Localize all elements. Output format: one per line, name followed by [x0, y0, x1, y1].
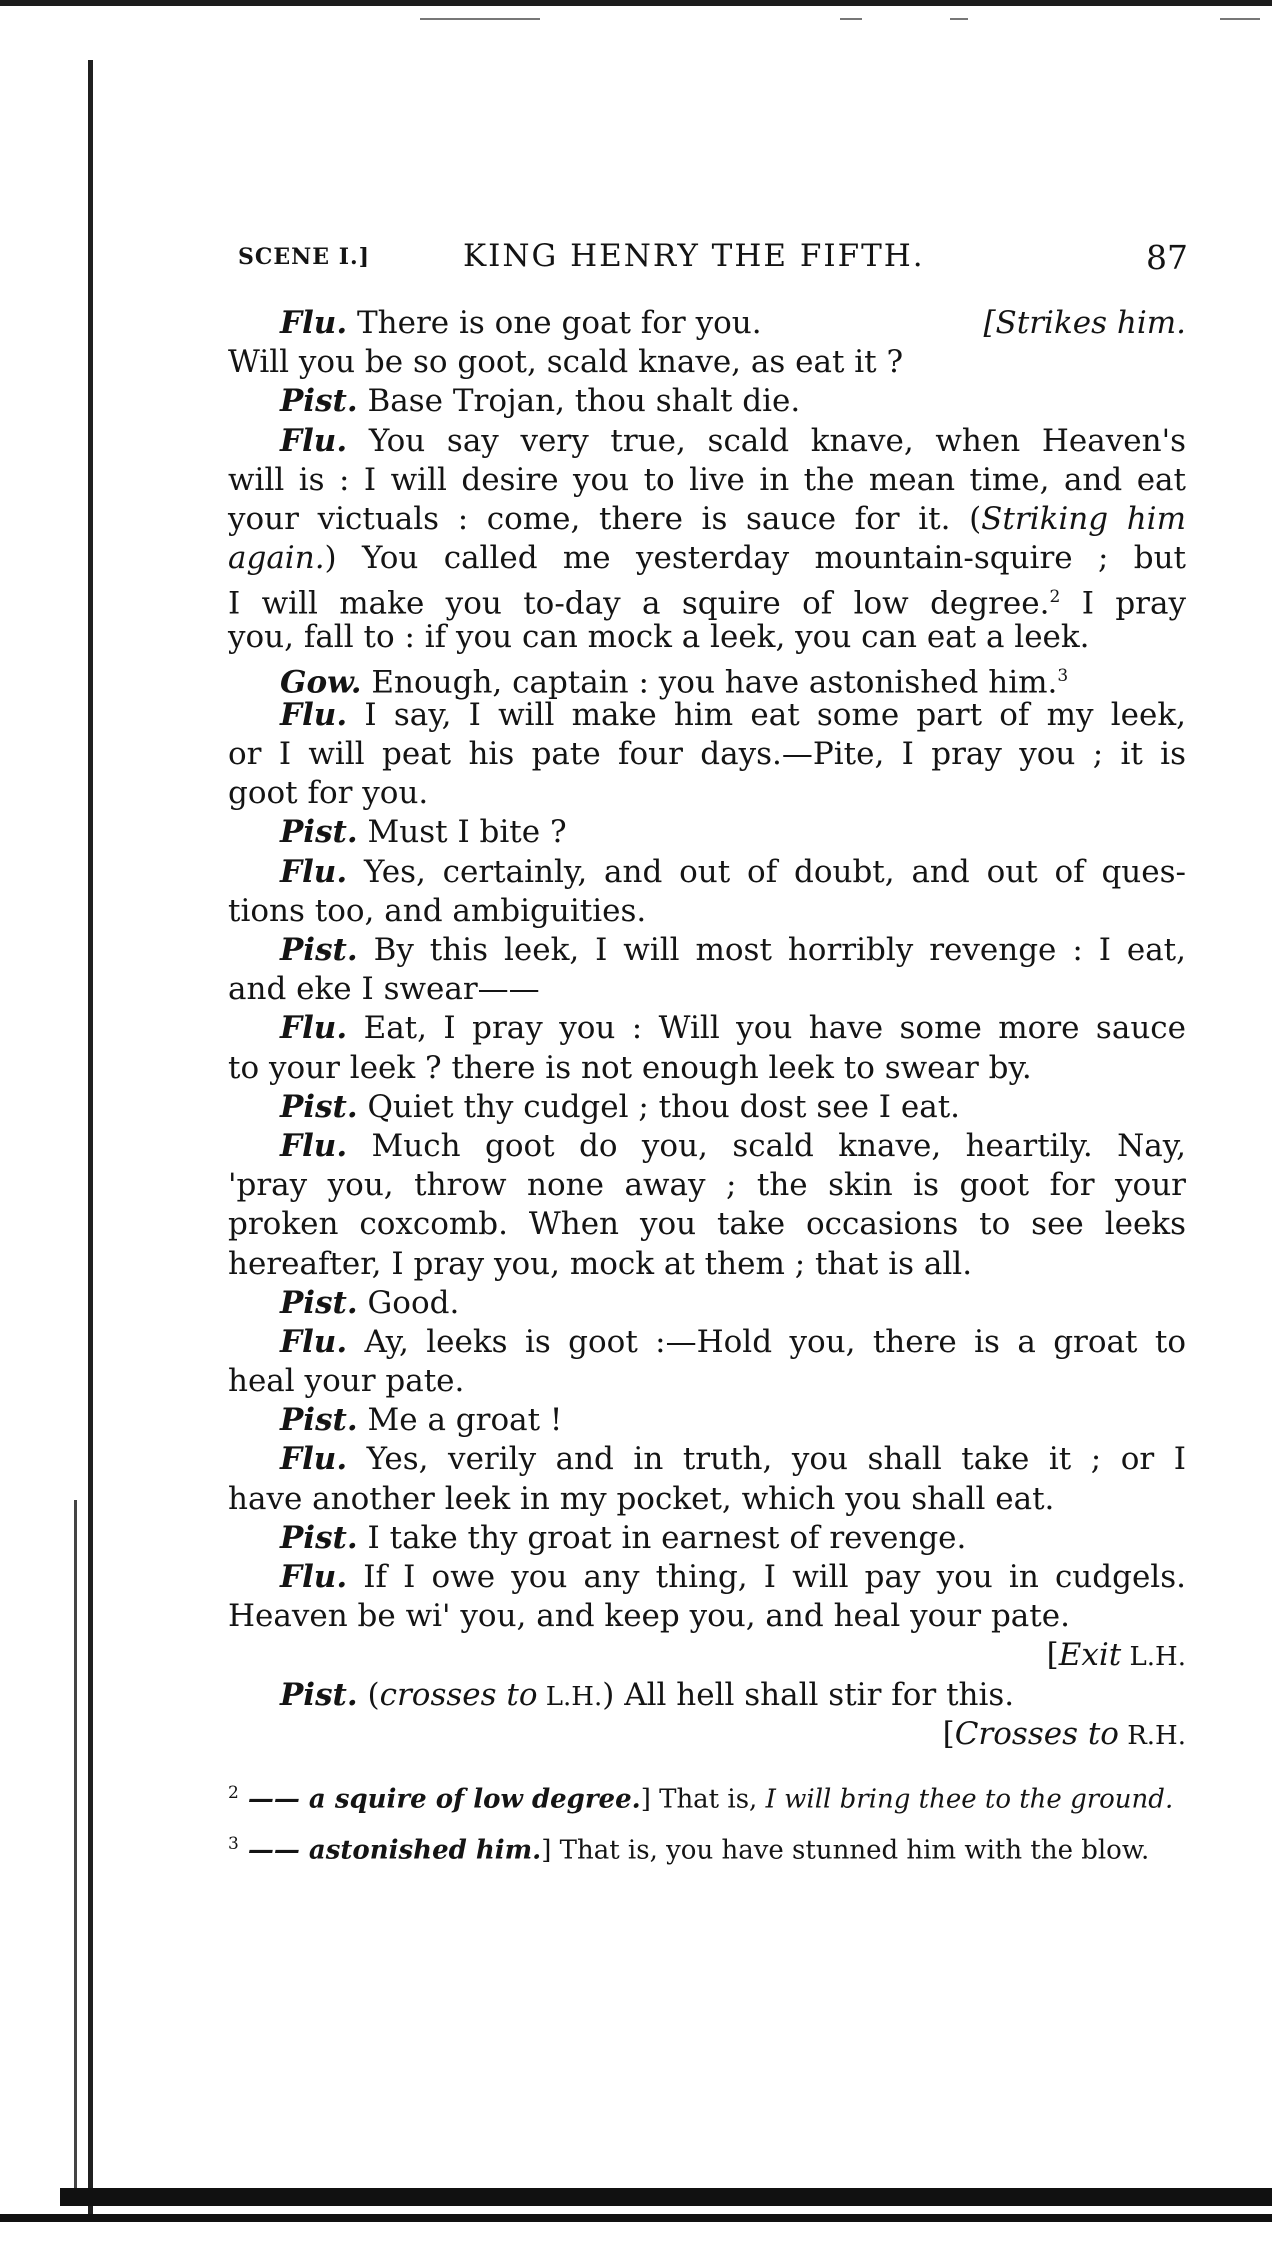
speaker-name: Flu. [280, 696, 348, 733]
dialogue: I take thy groat in earnest of revenge. [357, 1519, 967, 1556]
dialogue: Ay, leeks is goot :—Hold you, there is a groat to [347, 1323, 1186, 1360]
dialogue: Must I bite ? [357, 814, 567, 851]
dialogue: Yes, verily and in truth, you shall take it ; or I [347, 1441, 1186, 1478]
text-line [228, 1205, 1186, 1244]
text-line [228, 1362, 1186, 1401]
running-header [238, 238, 1188, 278]
text-line [228, 813, 1186, 852]
bracket: [ [942, 1715, 955, 1752]
dialogue: have another leek in my pocket, which you shall eat. [228, 1480, 1055, 1517]
text-line [228, 1088, 1186, 1127]
text-line [228, 382, 1186, 421]
top-mark [950, 18, 968, 20]
dialogue: If I owe you any thing, I will pay you in cudgels. [347, 1559, 1186, 1595]
text-line [228, 970, 1186, 1009]
stage-direction: Crosses to [954, 1715, 1119, 1752]
speaker-name: Pist. [280, 1402, 358, 1439]
dialogue: You say very true, scald knave, when Heaven's [347, 422, 1186, 459]
footnote-reference: —— a squire of low degree. [238, 1784, 641, 1815]
crosses-direction [228, 1715, 1186, 1754]
dialogue: your victuals : come, there is sauce for it. ( [228, 500, 982, 537]
text-line [228, 1676, 1186, 1715]
text-line [228, 578, 1186, 622]
text-line [228, 1284, 1186, 1323]
text-line [228, 1480, 1186, 1519]
footnote-number: 3 [228, 1833, 239, 1854]
dialogue: I pray [1060, 585, 1186, 622]
text-line [228, 853, 1186, 892]
dialogue: I say, I will make him eat some part of my leek, [347, 696, 1186, 733]
text-line [228, 1401, 1186, 1440]
speaker-name: Flu. [280, 1010, 348, 1047]
speaker-name: Gow. [280, 664, 362, 701]
dialogue: Yes, certainly, and out of doubt, and out of ques- [347, 853, 1186, 890]
text-line [228, 1440, 1186, 1479]
bottom-border [60, 2188, 1272, 2206]
bracket: [ [1046, 1637, 1059, 1674]
text-line [228, 774, 1186, 813]
text-line [228, 1519, 1186, 1558]
top-mark [840, 18, 862, 20]
dialogue: Much goot do you, scald knave, heartily. Nay, [347, 1127, 1186, 1164]
text-line [228, 500, 1186, 539]
text-line [228, 931, 1186, 970]
speaker-name: Flu. [280, 1559, 348, 1595]
footnote-marker: 3 [1057, 665, 1069, 686]
stage-direction: [Strikes him. [983, 305, 1186, 341]
page-number: 87 [1146, 238, 1188, 277]
stage-position: L.H. [537, 1681, 603, 1712]
text-line [228, 618, 1186, 657]
stage-position: R.H. [1118, 1720, 1186, 1751]
dialogue: Enough, captain : you have astonished him. [361, 664, 1058, 701]
stage-direction: Striking him [981, 500, 1186, 537]
speaker-name: Pist. [280, 932, 358, 968]
text-line [228, 1245, 1186, 1284]
top-mark [1220, 18, 1260, 20]
text-line [228, 657, 1186, 701]
speaker-name: Flu. [280, 422, 348, 459]
text-line [228, 735, 1186, 774]
stage-position: L.H. [1121, 1642, 1186, 1673]
footnote-number: 2 [228, 1783, 239, 1803]
footnote-text: ] That is, [640, 1784, 766, 1815]
stage-direction: crosses to [379, 1676, 538, 1713]
dialogue: heal your pate. [228, 1363, 465, 1400]
text-line [228, 1166, 1186, 1205]
dialogue: proken coxcomb. When you take occasions to see leeks [228, 1206, 1186, 1243]
text-line [228, 1323, 1186, 1362]
footnote-text: ] That is, you have stunned him with the blow. [541, 1835, 1150, 1866]
stage-direction: Exit [1058, 1637, 1122, 1674]
speaker-name: Pist. [280, 814, 358, 851]
text-line [228, 892, 1186, 931]
footnote [228, 1825, 1186, 1870]
top-border [0, 0, 1272, 6]
dialogue: Base Trojan, thou shalt die. [357, 383, 801, 420]
text-line [228, 1597, 1186, 1636]
text-line [228, 304, 1186, 343]
page-title: KING HENRY THE FIFTH. [463, 238, 925, 274]
dialogue: I will make you to-day a squire of low degree. [228, 585, 1050, 622]
speaker-name: Flu. [280, 1127, 348, 1164]
binding-shadow [74, 1500, 77, 2200]
dialogue: Good. [357, 1284, 460, 1321]
top-mark [420, 18, 540, 20]
dialogue: ( [357, 1676, 380, 1713]
dialogue: Eat, I pray you : Will you have some more sauce [347, 1010, 1186, 1047]
speaker-name: Pist. [280, 1519, 358, 1556]
dialogue: tions too, and ambiguities. [228, 892, 647, 929]
text-line [228, 696, 1186, 735]
dialogue: Quiet thy cudgel ; thou dost see I eat. [357, 1088, 961, 1125]
speaker-name: Flu. [280, 853, 348, 890]
dialogue: and eke I swear—— [228, 971, 540, 1008]
dialogue: will is : I will desire you to live in the mean time, and eat [228, 461, 1186, 498]
speaker-name: Pist. [280, 1676, 358, 1713]
footnotes [228, 1774, 1186, 1869]
dialogue: or I will peat his pate four days.—Pite, I pray you ; it is [228, 736, 1186, 773]
exit-direction [228, 1636, 1186, 1675]
text-line [228, 1049, 1186, 1088]
text-line [228, 1009, 1186, 1048]
footnote [228, 1774, 1186, 1819]
dialogue: you, fall to : if you can mock a leek, you can eat a leek. [228, 618, 1090, 655]
dialogue: Heaven be wi' you, and keep you, and heal your pate. [228, 1598, 1070, 1635]
footnote-marker: 2 [1049, 587, 1061, 608]
dialogue: to your leek ? there is not enough leek to swear by. [228, 1049, 1032, 1086]
dialogue: ) All hell shall stir for this. [602, 1676, 1015, 1713]
stage-direction: again. [228, 540, 325, 577]
speaker-name: Pist. [280, 1088, 358, 1125]
speaker-name: Flu. [280, 1441, 348, 1478]
dialogue: goot for you. [228, 775, 429, 812]
dialogue: ) You called me yesterday mountain-squire ; but [324, 540, 1186, 577]
text-line [228, 422, 1186, 461]
dialogue: By this leek, I will most horribly revenge : I eat, [357, 932, 1186, 968]
bottom-border-lower [0, 2214, 1272, 2222]
scene-marker: SCENE I.] [238, 244, 371, 270]
dialogue: There is one goat for you. [347, 305, 762, 341]
speaker-name: Flu. [280, 1323, 348, 1360]
dialogue: Will you be so goot, scald knave, as eat it ? [228, 344, 904, 381]
binding-edge [88, 60, 93, 2220]
speaker-name: Pist. [280, 383, 358, 420]
speaker-name: Flu. [280, 305, 348, 341]
text-line [228, 343, 1186, 382]
text-line [228, 539, 1186, 578]
footnote-gloss: I will bring thee to the ground. [765, 1784, 1174, 1815]
text-line [228, 461, 1186, 500]
text-line [228, 1558, 1186, 1597]
dialogue: hereafter, I pray you, mock at them ; that is all. [228, 1245, 973, 1282]
footnote-reference: —— astonished him. [238, 1835, 542, 1866]
play-text [228, 304, 1186, 1754]
dialogue: Me a groat ! [357, 1402, 563, 1439]
speaker-name: Pist. [280, 1284, 358, 1321]
text-line [228, 1127, 1186, 1166]
dialogue: 'pray you, throw none away ; the skin is goot for your [228, 1167, 1186, 1204]
